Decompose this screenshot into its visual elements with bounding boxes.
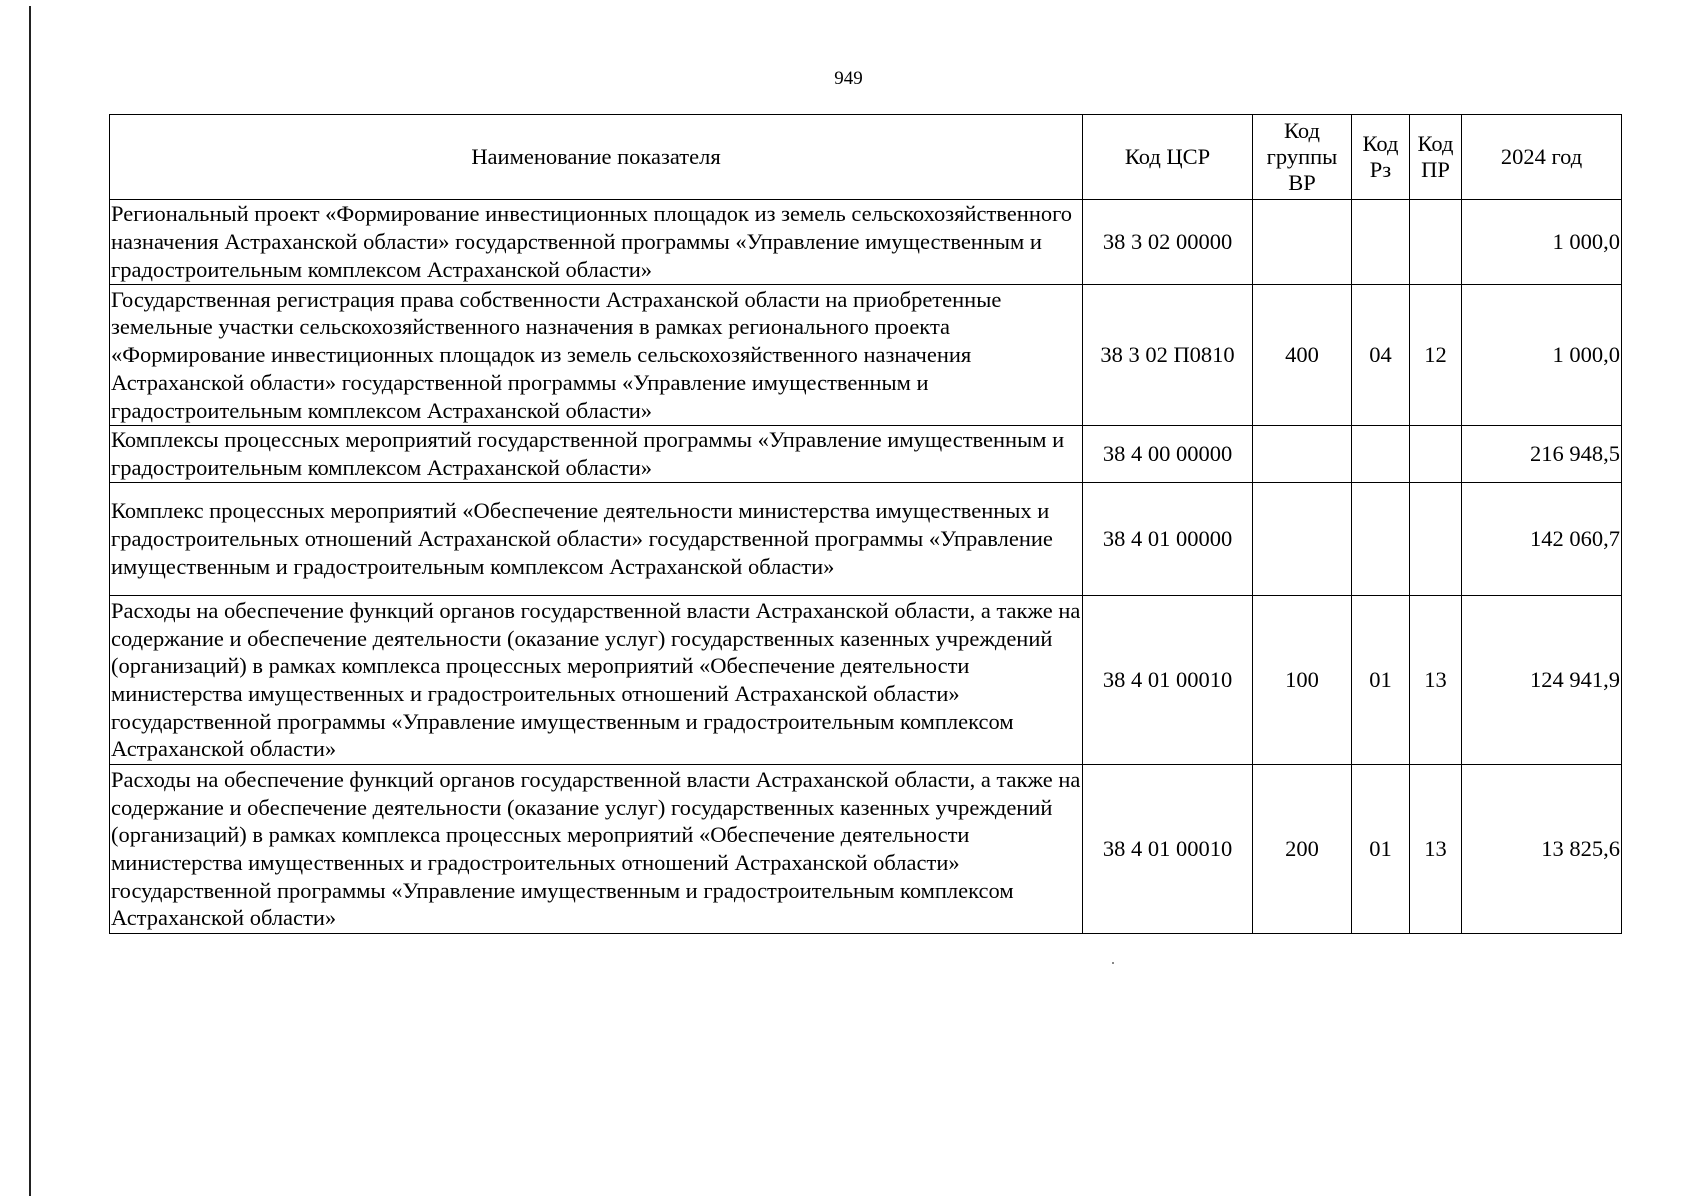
table-row — [110, 483, 1622, 596]
cell-amount: 142 060,7 — [1462, 483, 1622, 596]
cell-name: Расходы на обеспечение функций органов государственной власти Астраханской области, а также на содержание и обеспечение деятельности (оказание услуг) государственных казенных учреждений (организаций) в рамках комплекса процессных мероприятий «Обеспечение деятельности министерства имущественных и градостроительных отношений Астраханской области» государственной программы «Управление имущественным и градостроительным комплексом Астраханской области» — [110, 765, 1083, 934]
cell-code-rz — [1352, 426, 1410, 483]
cell-code-rz: 01 — [1352, 596, 1410, 765]
cell-code-pr: 13 — [1410, 765, 1462, 934]
header-code-csr: Код ЦСР — [1083, 115, 1253, 200]
cell-name: Комплексы процессных мероприятий государственной программы «Управление имущественным и градостроительным комплексом Астраханской области» — [110, 426, 1083, 483]
cell-code-rz — [1352, 483, 1410, 596]
budget-table — [109, 114, 1622, 934]
cell-code-vr — [1253, 426, 1352, 483]
cell-code-csr: 38 4 01 00010 — [1083, 596, 1253, 765]
cell-code-vr: 100 — [1253, 596, 1352, 765]
cell-amount: 1 000,0 — [1462, 285, 1622, 426]
cell-code-csr: 38 4 01 00010 — [1083, 765, 1253, 934]
cell-code-pr: 12 — [1410, 285, 1462, 426]
header-year: 2024 год — [1462, 115, 1622, 200]
cell-amount: 216 948,5 — [1462, 426, 1622, 483]
scan-speck — [1112, 962, 1114, 964]
page-number: 949 — [834, 68, 863, 89]
binding-margin-line — [29, 6, 31, 1196]
table-header — [110, 115, 1622, 200]
cell-name: Расходы на обеспечение функций органов государственной власти Астраханской области, а также на содержание и обеспечение деятельности (оказание услуг) государственных казенных учреждений (организаций) в рамках комплекса процессных мероприятий «Обеспечение деятельности министерства имущественных и градостроительных отношений Астраханской области» государственной программы «Управление имущественным и градостроительным комплексом Астраханской области» — [110, 596, 1083, 765]
table-row — [110, 596, 1622, 765]
table-row — [110, 285, 1622, 426]
cell-code-pr — [1410, 200, 1462, 285]
cell-code-csr: 38 3 02 П0810 — [1083, 285, 1253, 426]
cell-code-vr — [1253, 200, 1352, 285]
header-row — [110, 115, 1622, 200]
cell-code-pr — [1410, 426, 1462, 483]
cell-code-csr: 38 4 00 00000 — [1083, 426, 1253, 483]
table-row — [110, 426, 1622, 483]
cell-name: Государственная регистрация права собственности Астраханской области на приобретенные земельные участки сельскохозяйственного назначения в рамках регионального проекта «Формирование инвестиционных площадок из земель сельскохозяйственного назначения Астраханской области» государственной программы «Управление имущественным и градостроительным комплексом Астраханской области» — [110, 285, 1083, 426]
cell-code-csr: 38 4 01 00000 — [1083, 483, 1253, 596]
cell-name: Региональный проект «Формирование инвестиционных площадок из земель сельскохозяйственного назначения Астраханской области» государственной программы «Управление имущественным и градостроительным комплексом Астраханской области» — [110, 200, 1083, 285]
cell-code-vr — [1253, 483, 1352, 596]
cell-code-pr: 13 — [1410, 596, 1462, 765]
cell-code-rz: 01 — [1352, 765, 1410, 934]
table-row — [110, 200, 1622, 285]
header-code-group-vr: Код группы ВР — [1253, 115, 1352, 200]
cell-amount: 124 941,9 — [1462, 596, 1622, 765]
cell-code-vr: 200 — [1253, 765, 1352, 934]
cell-code-vr: 400 — [1253, 285, 1352, 426]
header-code-pr: Код ПР — [1410, 115, 1462, 200]
header-code-rz: Код Рз — [1352, 115, 1410, 200]
table-body — [110, 200, 1622, 934]
cell-code-rz: 04 — [1352, 285, 1410, 426]
cell-code-pr — [1410, 483, 1462, 596]
header-name: Наименование показателя — [110, 115, 1083, 200]
cell-code-csr: 38 3 02 00000 — [1083, 200, 1253, 285]
cell-amount: 1 000,0 — [1462, 200, 1622, 285]
cell-name: Комплекс процессных мероприятий «Обеспечение деятельности министерства имущественных и градостроительных отношений Астраханской области» государственной программы «Управление имущественным и градостроительным комплексом Астраханской области» — [110, 483, 1083, 596]
cell-code-rz — [1352, 200, 1410, 285]
table-row — [110, 765, 1622, 934]
cell-amount: 13 825,6 — [1462, 765, 1622, 934]
